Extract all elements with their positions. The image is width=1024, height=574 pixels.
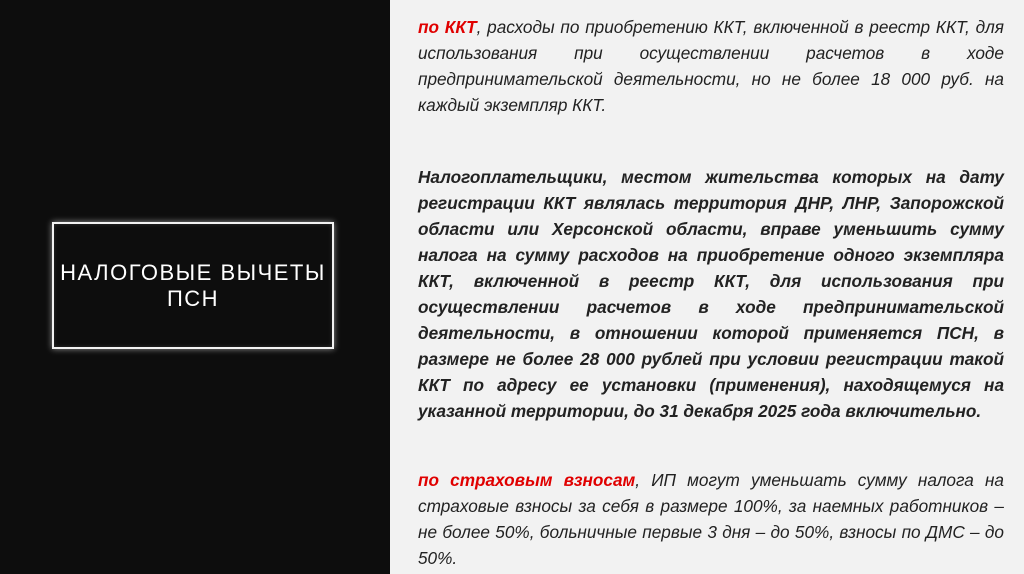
paragraph-kkt-text: , расходы по приобретению ККТ, включенной в реестр ККТ, для использования при осуществлении расчетов в ходе предпринимательской деятельности, но не более 18 000 руб. на каждый экземпляр ККТ. bbox=[418, 17, 1004, 115]
paragraph-new-territories: Налогоплательщики, местом жительства которых на дату регистрации ККТ являлась территория ДНР, ЛНР, Запорожской области или Херсонской области, вправе уменьшить сумму налога на сумму расходов на приобретение одного экземпляра ККТ, включенной в реестр ККТ, для использования при осуществлении расчетов в ходе предпринимательской деятельности, в отношении которой применяется ПСН, в размере не более 28 000 рублей при условии регистрации такой ККТ по адресу ее установки (применения), находящемуся на указанной территории, до 31 декабря 2025 года включительно. bbox=[418, 167, 1004, 421]
left-panel bbox=[0, 0, 390, 574]
slide-title-line-2: ПСН bbox=[166, 285, 220, 311]
content-panel bbox=[390, 0, 1024, 574]
paragraph-insurance-contributions bbox=[418, 467, 1004, 571]
highlight-kkt: по ККТ bbox=[418, 17, 477, 37]
slide-title-box bbox=[52, 222, 334, 349]
slide-title-line-1: НАЛОГОВЫЕ ВЫЧЕТЫ bbox=[60, 259, 326, 285]
paragraph-insurance-text: , ИП могут уменьшать сумму налога на страховые взносы за себя в размере 100%, за наемных работников – не более 50%, больничные первые 3 дня – до 50%, взносы по ДМС – до 50%. bbox=[418, 470, 1004, 568]
paragraph-kkt-deduction bbox=[418, 14, 1004, 118]
highlight-insurance: по страховым взносам bbox=[418, 470, 636, 490]
